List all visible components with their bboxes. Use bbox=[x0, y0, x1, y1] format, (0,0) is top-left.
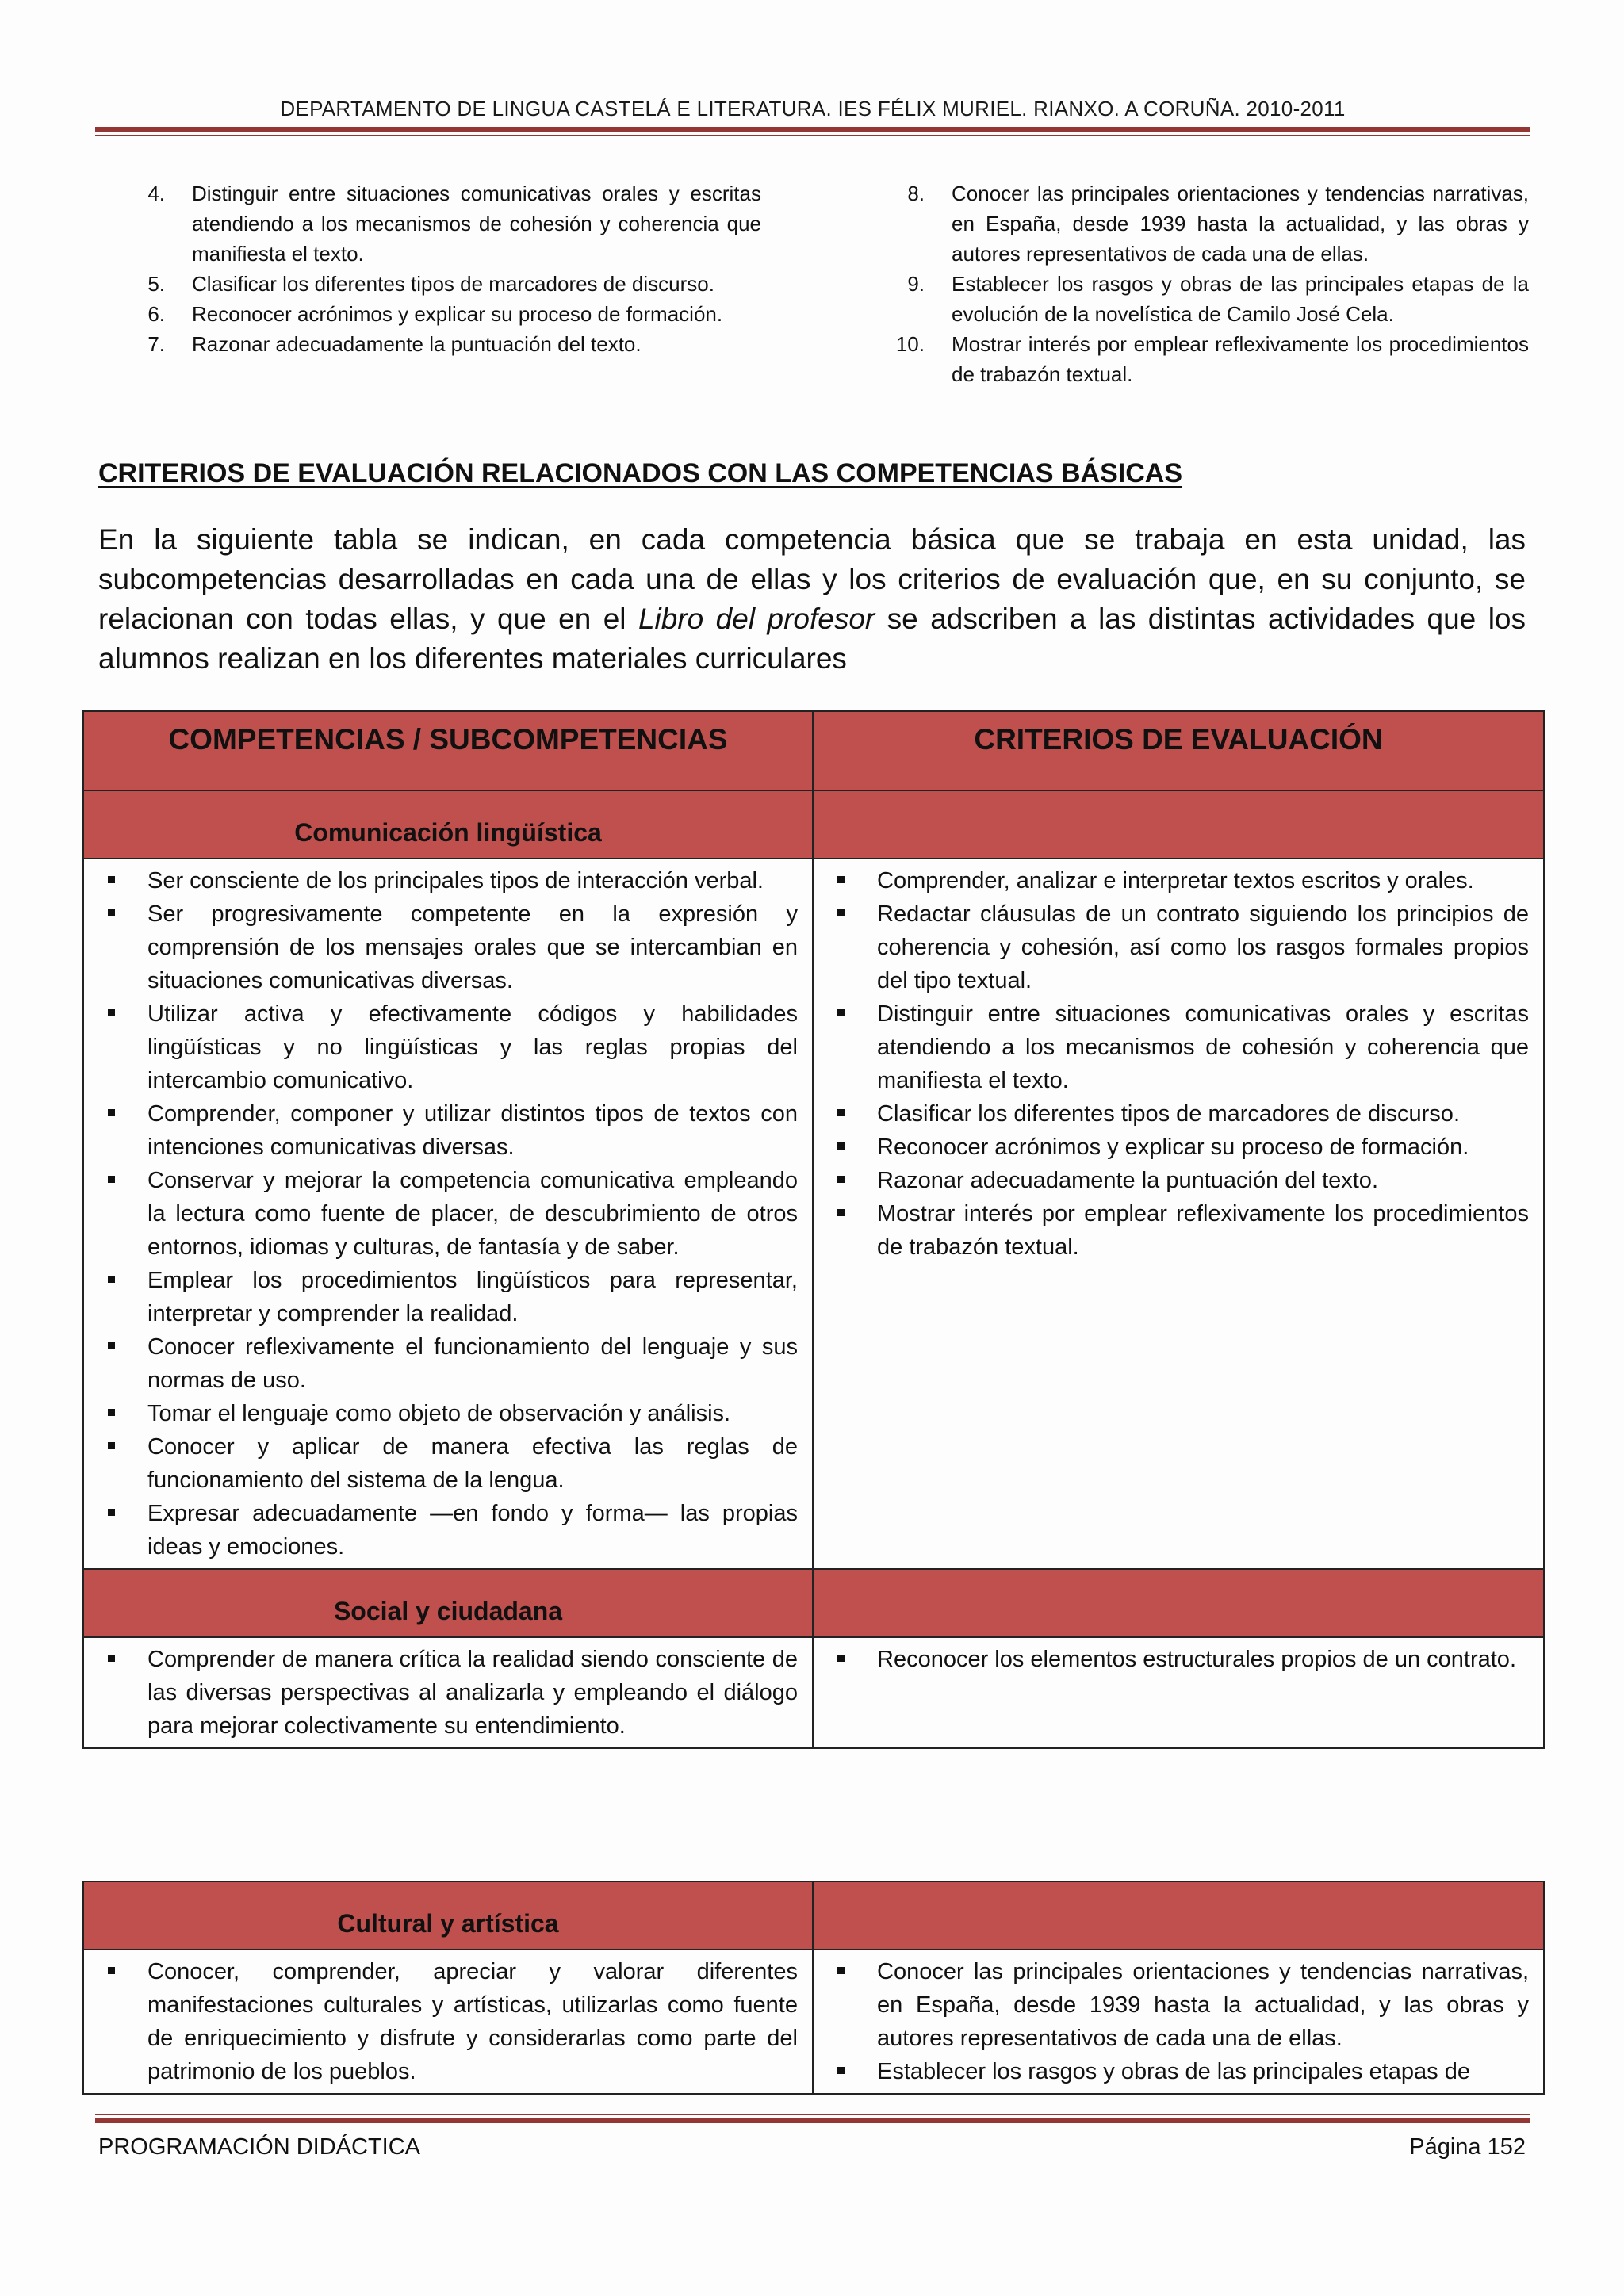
list-item: Razonar adecuadamente la puntuación del texto. bbox=[828, 1164, 1529, 1197]
list-item: Utilizar activa y efectivamente códigos y habilidades lingüísticas y no lingüísticas y las reglas propias del intercambio comunicativo. bbox=[98, 997, 798, 1097]
category-label: Comunicación lingüística bbox=[83, 790, 813, 859]
objective-item: 8. Conocer las principales orientaciones y tendencias narrativas, en España, desde 1939 hasta la actualidad, y las obras y autores representativos de cada una de ellas. bbox=[907, 182, 1529, 266]
column-header-competencias: COMPETENCIAS / SUBCOMPETENCIAS bbox=[83, 711, 813, 790]
page-number: Página 152 bbox=[1409, 2134, 1526, 2160]
objective-item: 7. Razonar adecuadamente la puntuación del texto. bbox=[147, 332, 642, 356]
column-header-criterios: CRITERIOS DE EVALUACIÓN bbox=[813, 711, 1544, 790]
table-row bbox=[83, 1637, 1544, 1748]
table-row bbox=[83, 1950, 1544, 2094]
objective-item: 9. Establecer los rasgos y obras de las principales etapas de la evolución de la novelística de Camilo José Cela. bbox=[907, 272, 1529, 326]
list-item: Ser progresivamente competente en la expresión y comprensión de los mensajes orales que se intercambian en situaciones comunicativas diversas. bbox=[98, 897, 798, 997]
list-item: Conocer reflexivamente el funcionamiento del lenguaje y sus normas de uso. bbox=[98, 1330, 798, 1397]
category-row bbox=[83, 1569, 1544, 1637]
section-heading: CRITERIOS DE EVALUACIÓN RELACIONADOS CON LAS COMPETENCIAS BÁSICAS bbox=[98, 458, 1183, 488]
criterios-list bbox=[814, 1950, 1543, 2093]
list-item: Emplear los procedimientos lingüísticos para representar, interpretar y comprender la realidad. bbox=[98, 1264, 798, 1330]
competencias-list bbox=[84, 859, 812, 1568]
list-item: Ser consciente de los principales tipos de interacción verbal. bbox=[98, 864, 798, 897]
objective-item: 6. Reconocer acrónimos y explicar su proceso de formación. bbox=[147, 302, 723, 326]
criterios-list bbox=[814, 859, 1543, 1269]
header-rule bbox=[95, 127, 1530, 136]
table-row bbox=[83, 859, 1544, 1569]
book-title: Libro del profesor bbox=[638, 603, 875, 635]
list-item: Clasificar los diferentes tipos de marcadores de discurso. bbox=[828, 1097, 1529, 1131]
list-item: Redactar cláusulas de un contrato siguiendo los principios de coherencia y cohesión, así como los rasgos formales propios del tipo textual. bbox=[828, 897, 1529, 997]
document-header: DEPARTAMENTO DE LINGUA CASTELÁ E LITERATURA. IES FÉLIX MURIEL. RIANXO. A CORUÑA. 2010-2011 bbox=[280, 97, 1346, 121]
objective-item: 4. Distinguir entre situaciones comunicativas orales y escritas atendiendo a los mecanismos de cohesión y coherencia que manifiesta el texto. bbox=[147, 182, 761, 266]
objectives-right-column bbox=[871, 178, 1529, 389]
list-item: Comprender, analizar e interpretar textos escritos y orales. bbox=[828, 864, 1529, 897]
category-label: Social y ciudadana bbox=[83, 1569, 813, 1637]
competencias-table bbox=[82, 710, 1545, 1749]
list-item: Establecer los rasgos y obras de las principales etapas de bbox=[828, 2055, 1529, 2088]
intro-paragraph: En la siguiente tabla se indican, en cada competencia básica que se trabaja en esta unidad, las subcompetencias desarrolladas en cada una de ellas y los criterios de evaluación que, en su conjunto, se relacionan con todas ellas, y que en el Libro del profesor se adscriben a las distintas actividades que los alumnos realizan en los diferentes materiales curriculares bbox=[98, 523, 1526, 675]
list-item: Conocer las principales orientaciones y tendencias narrativas, en España, desde 1939 hasta la actualidad, y las obras y autores representativos de cada una de ellas. bbox=[828, 1955, 1529, 2055]
category-row bbox=[83, 790, 1544, 859]
list-item: Comprender, componer y utilizar distintos tipos de textos con intenciones comunicativas diversas. bbox=[98, 1097, 798, 1164]
list-item: Conservar y mejorar la competencia comunicativa empleando la lectura como fuente de placer, de descubrimiento de otros entornos, idiomas y culturas, de fantasía y de saber. bbox=[98, 1164, 798, 1264]
footer-title: PROGRAMACIÓN DIDÁCTICA bbox=[98, 2134, 421, 2160]
competencias-list bbox=[84, 1950, 812, 2093]
list-item: Conocer y aplicar de manera efectiva las reglas de funcionamiento del sistema de la lengua. bbox=[98, 1430, 798, 1497]
objective-item: 5. Clasificar los diferentes tipos de marcadores de discurso. bbox=[147, 272, 714, 296]
list-item: Tomar el lenguaje como objeto de observación y análisis. bbox=[98, 1397, 798, 1430]
list-item: Conocer, comprender, apreciar y valorar diferentes manifestaciones culturales y artísticas, utilizarlas como fuente de enriquecimiento y disfrute y considerarlas como parte del patrimonio de los pueblos. bbox=[98, 1955, 798, 2088]
category-row bbox=[83, 1881, 1544, 1950]
category-label: Cultural y artística bbox=[83, 1881, 813, 1950]
list-item: Distinguir entre situaciones comunicativas orales y escritas atendiendo a los mecanismos de cohesión y coherencia que manifiesta el texto. bbox=[828, 997, 1529, 1097]
list-item: Expresar adecuadamente —en fondo y forma— las propias ideas y emociones. bbox=[98, 1497, 798, 1563]
criterios-list bbox=[814, 1638, 1543, 1681]
objective-item: 10. Mostrar interés por emplear reflexivamente los procedimientos de trabazón textual. bbox=[895, 332, 1529, 386]
list-item: Comprender de manera crítica la realidad siendo consciente de las diversas perspectivas al analizarla y empleando el diálogo para mejorar colectivamente su entendimiento. bbox=[98, 1643, 798, 1743]
list-item: Mostrar interés por emplear reflexivamente los procedimientos de trabazón textual. bbox=[828, 1197, 1529, 1264]
objectives-left-column bbox=[111, 178, 761, 359]
competencias-list bbox=[84, 1638, 812, 1747]
table-header-row bbox=[83, 711, 1544, 790]
footer-rule bbox=[95, 2114, 1530, 2123]
competencias-table-continued bbox=[82, 1881, 1545, 2095]
list-item: Reconocer acrónimos y explicar su proceso de formación. bbox=[828, 1131, 1529, 1164]
list-item: Reconocer los elementos estructurales propios de un contrato. bbox=[828, 1643, 1529, 1676]
